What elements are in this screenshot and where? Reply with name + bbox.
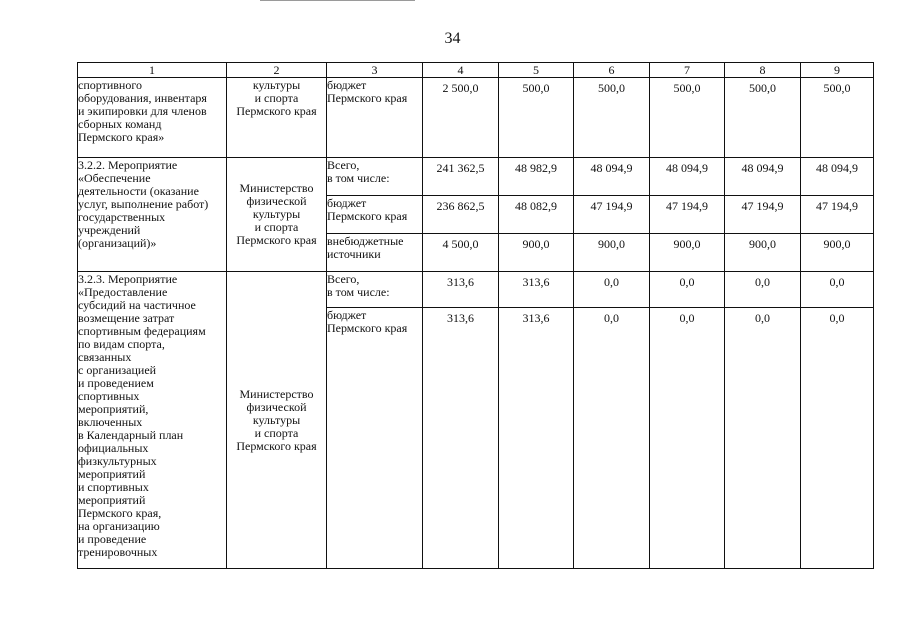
value-cell: 236 862,5 <box>423 196 499 234</box>
header-cell: 5 <box>499 63 574 78</box>
executor-cell: Министерство физической культуры и спорта Пермского края <box>227 272 327 569</box>
value-cell: 500,0 <box>499 78 574 158</box>
value-cell: 47 194,9 <box>574 196 650 234</box>
value-cell: 0,0 <box>650 272 725 308</box>
value-cell: 900,0 <box>499 234 574 272</box>
executor-cell: Министерство физической культуры и спорта Пермского края <box>227 158 327 272</box>
value-cell: 900,0 <box>801 234 874 272</box>
executor-cell: культуры и спорта Пермского края <box>227 78 327 158</box>
header-cell: 2 <box>227 63 327 78</box>
source-cell: бюджет Пермского края <box>327 308 423 569</box>
value-cell: 47 194,9 <box>725 196 801 234</box>
value-cell: 0,0 <box>725 272 801 308</box>
value-cell: 500,0 <box>574 78 650 158</box>
value-cell: 500,0 <box>725 78 801 158</box>
page-number: 34 <box>444 30 461 47</box>
budget-table <box>77 62 874 569</box>
value-cell: 0,0 <box>801 308 874 569</box>
value-cell: 48 094,9 <box>574 158 650 196</box>
header-cell: 3 <box>327 63 423 78</box>
value-cell: 48 082,9 <box>499 196 574 234</box>
value-cell: 0,0 <box>801 272 874 308</box>
value-cell: 0,0 <box>574 308 650 569</box>
value-cell: 313,6 <box>423 308 499 569</box>
header-cell: 7 <box>650 63 725 78</box>
header-cell: 4 <box>423 63 499 78</box>
value-cell: 0,0 <box>650 308 725 569</box>
header-cell: 9 <box>801 63 874 78</box>
activity-cell: 3.2.2. Мероприятие «Обеспечение деятельности (оказание услуг, выполнение работ) государственных учреждений (организаций)» <box>78 158 227 272</box>
value-cell: 900,0 <box>725 234 801 272</box>
value-cell: 0,0 <box>574 272 650 308</box>
value-cell: 0,0 <box>725 308 801 569</box>
value-cell: 313,6 <box>423 272 499 308</box>
table-row <box>78 158 874 196</box>
value-cell: 4 500,0 <box>423 234 499 272</box>
source-cell: Всего, в том числе: <box>327 272 423 308</box>
value-cell: 313,6 <box>499 272 574 308</box>
value-cell: 500,0 <box>650 78 725 158</box>
header-cell: 1 <box>78 63 227 78</box>
top-rule <box>260 0 415 1</box>
value-cell: 900,0 <box>650 234 725 272</box>
table-row <box>78 78 874 158</box>
value-cell: 2 500,0 <box>423 78 499 158</box>
value-cell: 47 194,9 <box>801 196 874 234</box>
value-cell: 48 094,9 <box>725 158 801 196</box>
value-cell: 900,0 <box>574 234 650 272</box>
table-row <box>78 272 874 308</box>
activity-cell: 3.2.3. Мероприятие «Предоставление субсидий на частичное возмещение затрат спортивным федерациям по видам спорта, связанных с организацией и проведением спортивных мероприятий, включенных в Календарный план официальных физкультурных мероприятий и спортивных мероприятий Пермского края, на организацию и проведение тренировочных <box>78 272 227 569</box>
header-cell: 6 <box>574 63 650 78</box>
header-cell: 8 <box>725 63 801 78</box>
table-header-row <box>78 63 874 78</box>
value-cell: 47 194,9 <box>650 196 725 234</box>
value-cell: 313,6 <box>499 308 574 569</box>
source-cell: бюджет Пермского края <box>327 196 423 234</box>
value-cell: 500,0 <box>801 78 874 158</box>
activity-cell: спортивного оборудования, инвентаря и экипировки для членов сборных команд Пермского края» <box>78 78 227 158</box>
value-cell: 241 362,5 <box>423 158 499 196</box>
value-cell: 48 982,9 <box>499 158 574 196</box>
value-cell: 48 094,9 <box>801 158 874 196</box>
value-cell: 48 094,9 <box>650 158 725 196</box>
source-cell: внебюджетные источники <box>327 234 423 272</box>
source-cell: Всего, в том числе: <box>327 158 423 196</box>
source-cell: бюджет Пермского края <box>327 78 423 158</box>
